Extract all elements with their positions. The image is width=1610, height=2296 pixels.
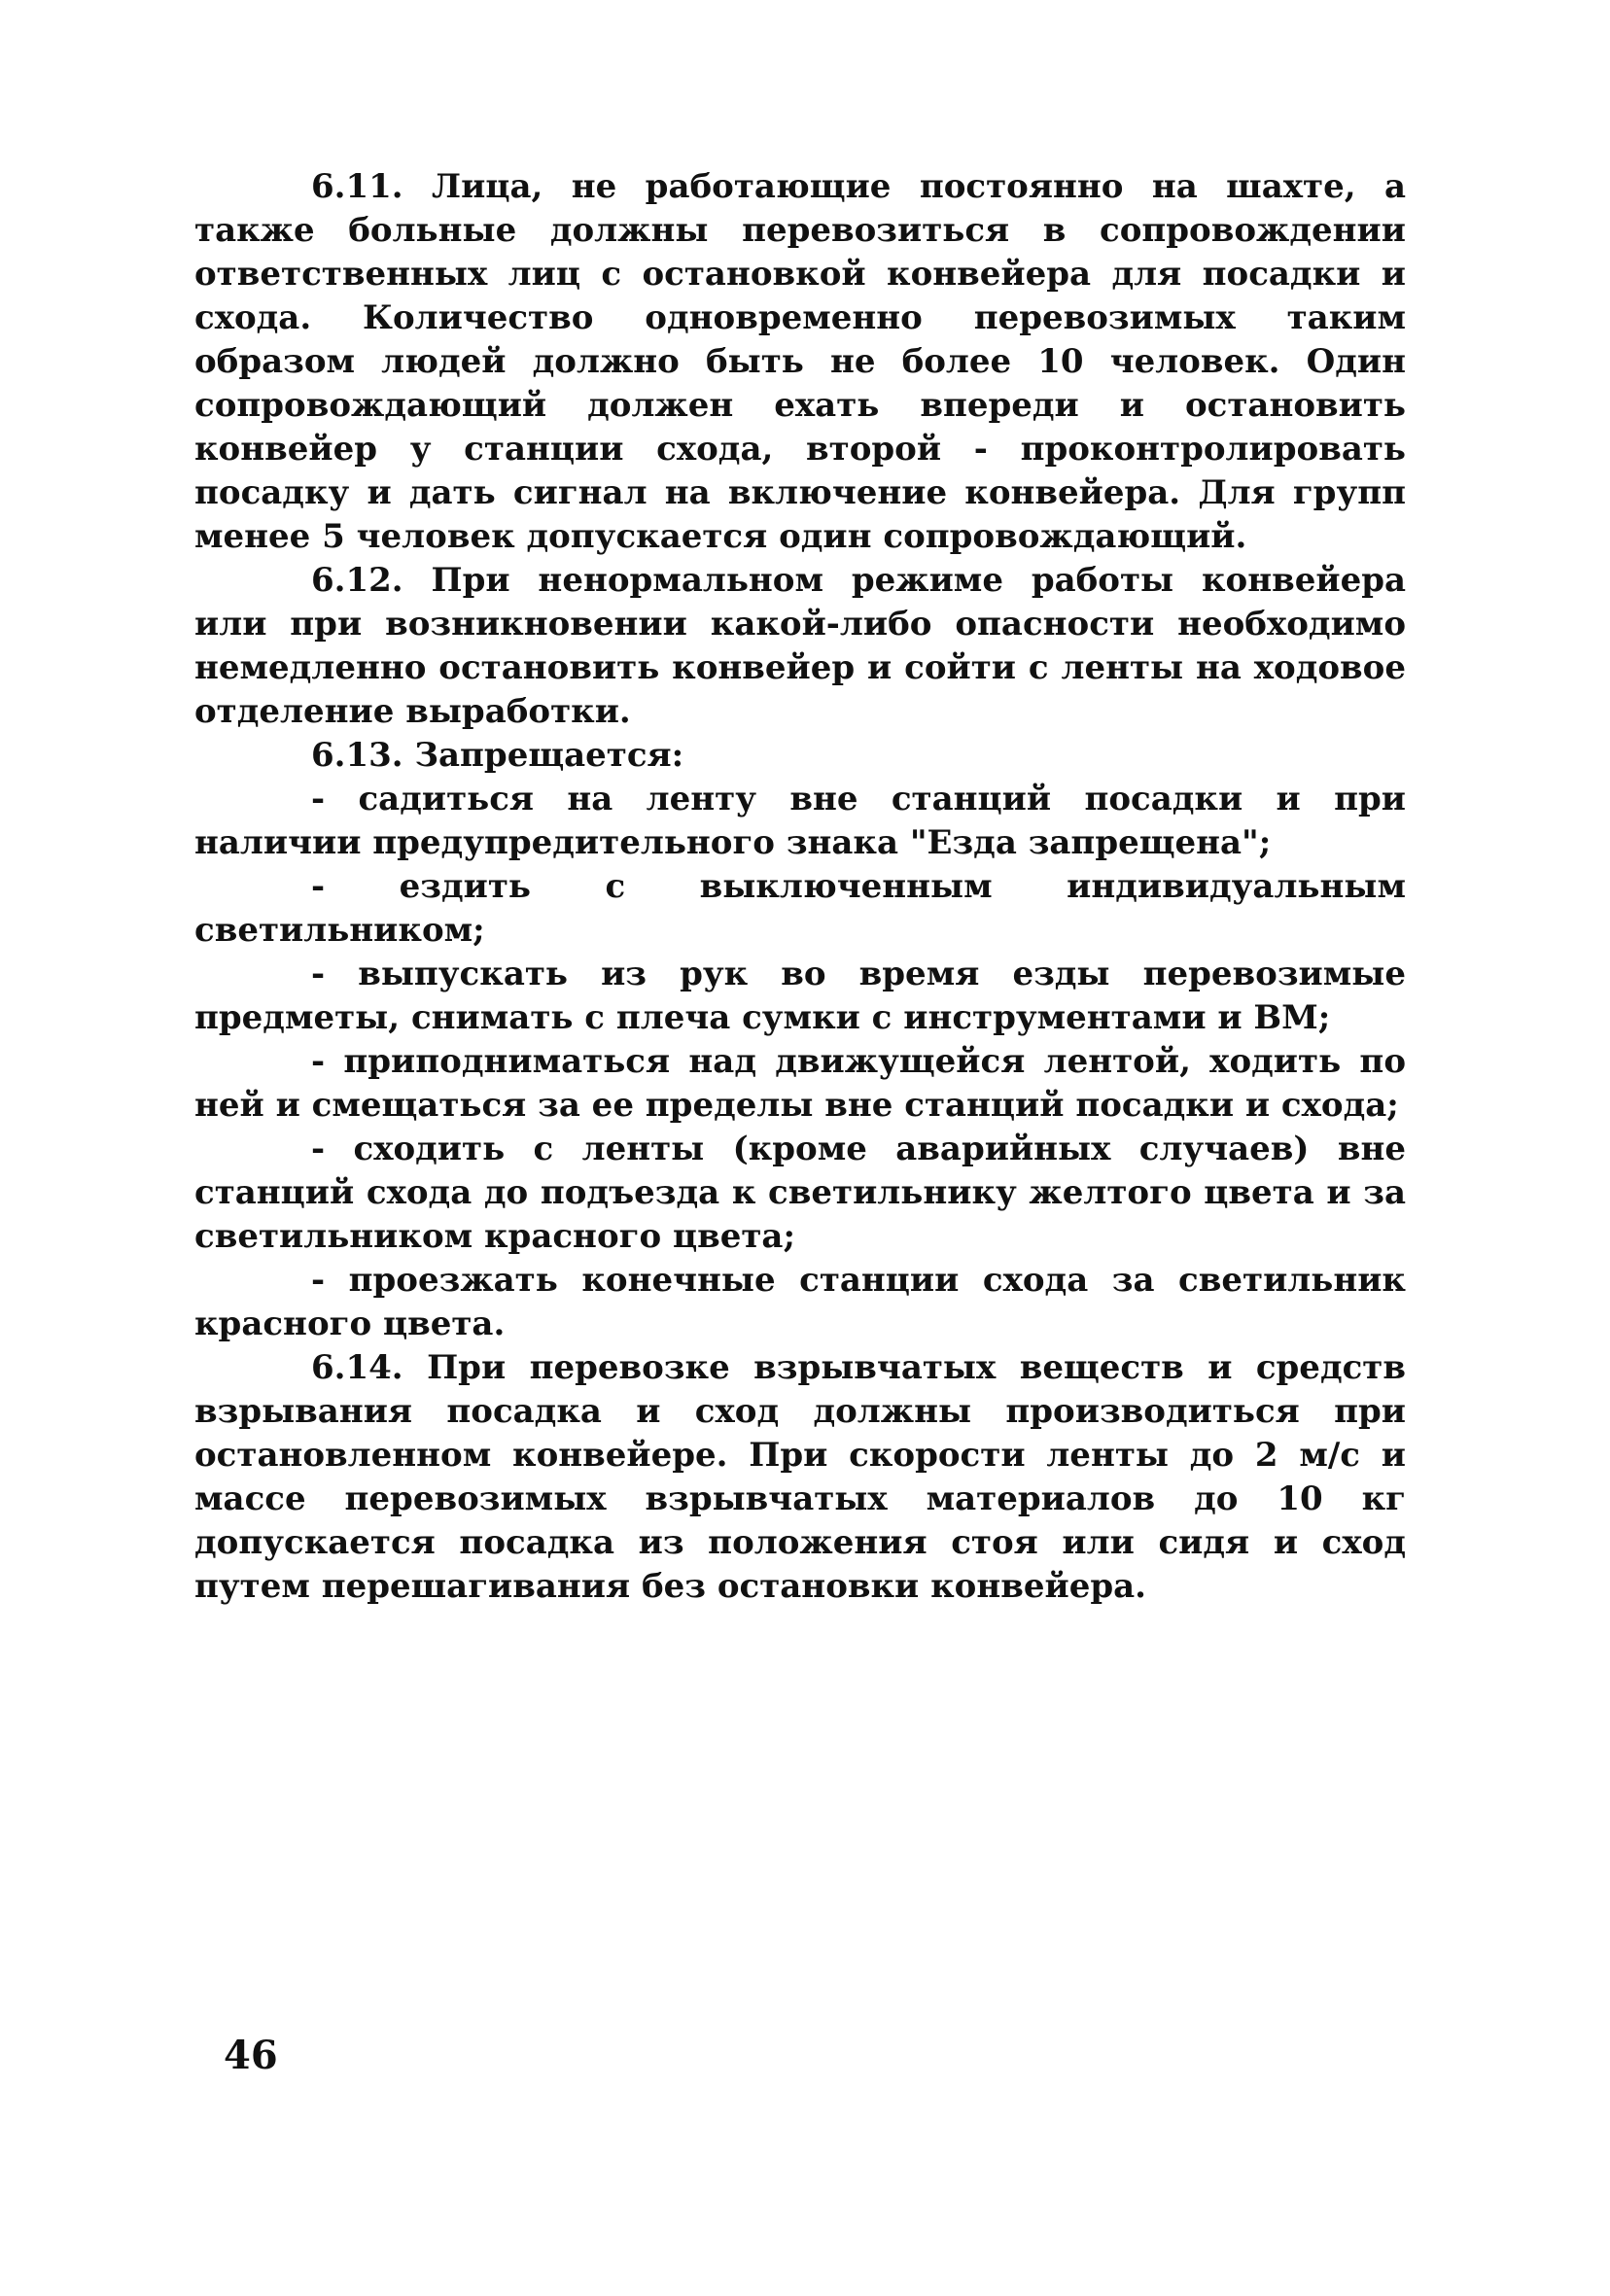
paragraph-6-12: 6.12. При ненормальном режиме работы конвейера или при возникновении какой-либо опасности необходимо немедленно остановить конвейер и сойти с ленты на ходовое отделение выработки. xyxy=(194,561,1406,731)
list-item: - выпускать из рук во время езды перевозимые предметы, снимать с плеча сумки с инструментами и ВМ; xyxy=(194,955,1406,1037)
page-number: 46 xyxy=(224,2033,278,2078)
paragraph-6-14: 6.14. При перевозке взрывчатых веществ и средств взрывания посадка и сход должны производиться при остановленном конвейере. При скорости ленты до 2 м/с и массе перевозимых взрывчатых материалов до 10 кг допускается посадка из положения стоя или сидя и сход путем перешагивания без остановки конвейера. xyxy=(194,1348,1406,1606)
paragraph-6-13-heading: 6.13. Запрещается: xyxy=(311,736,684,775)
document-body xyxy=(194,165,1406,1609)
list-item: - ездить с выключенным индивидуальным светильником; xyxy=(194,867,1406,950)
paragraph-6-11: 6.11. Лица, не работающие постоянно на шахте, а также больные должны перевозиться в сопровождении ответственных лиц с остановкой конвейера для посадки и схода. Количество одновременно перевозимых таким образом людей должно быть не более 10 человек. Один сопровождающий должен ехать впереди и остановить конвейер у станции схода, второй - проконтролировать посадку и дать сигнал на включение конвейера. Для групп менее 5 человек допускается один сопровождающий. xyxy=(194,167,1406,556)
list-item: - приподниматься над движущейся лентой, ходить по ней и смещаться за ее пределы вне станций посадки и схода; xyxy=(194,1042,1406,1125)
list-item: - сходить с ленты (кроме аварийных случаев) вне станций схода до подъезда к светильнику желтого цвета и за светильником красного цвета; xyxy=(194,1130,1406,1256)
list-item: - садиться на ленту вне станций посадки и при наличии предупредительного знака "Езда запрещена"; xyxy=(194,780,1406,862)
list-item: - проезжать конечные станции схода за светильник красного цвета. xyxy=(194,1261,1406,1343)
